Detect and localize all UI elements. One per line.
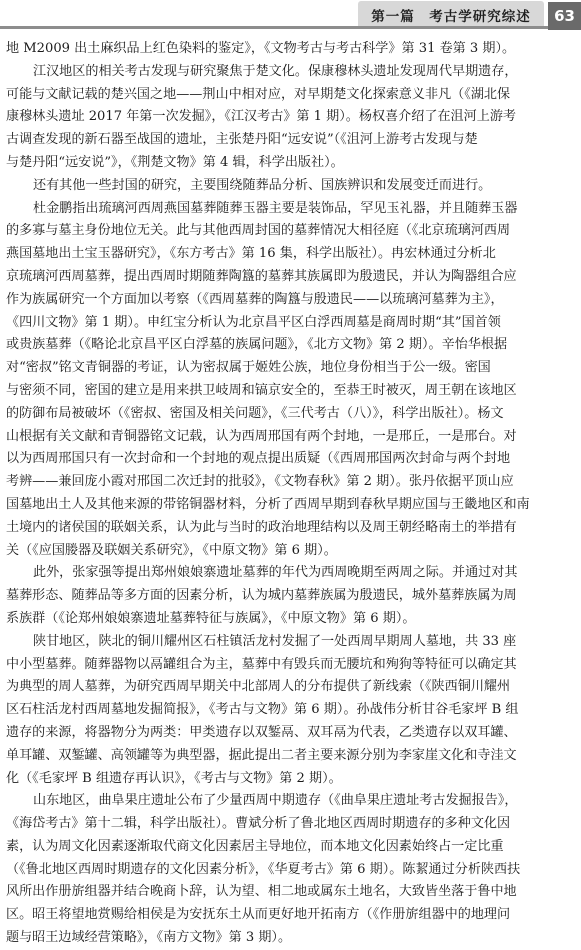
text-line: 对“密叔”铭文青铜器的考证，认为密叔属于姬姓公族，地位身份相当于公一级。密国 <box>6 360 491 376</box>
text-line: 或贵族墓葬（《略论北京昌平区白浮墓的族属问题》，《北方文物》第 2 期）。辛怡华根据 <box>6 337 508 353</box>
text-line: 为典型的周人墓葬，为研究西周早期关中北部周人的分布提供了新线索（《陕西铜川耀州 <box>6 679 511 695</box>
text-line: 陕甘地区，陕北的铜川耀州区石柱镇活龙村发掘了一处西周早期周人墓地，共 33 座 <box>33 633 517 649</box>
text-line: 区石柱活龙村西周墓地发掘简报》，《考古与文物》第 6 期）。孙战伟分析甘谷毛家坪 B 组 <box>6 702 519 718</box>
text-line: 国墓地出土人及其他来源的带铭铜器材料，分析了西周早期到春秋早期应国与王畿地区和南 <box>6 496 530 512</box>
text-line: 题与昭王边域经营策略》，《南方文物》第 3 期）。 <box>6 930 292 946</box>
text-line: 地 M2009 出土麻织品上红色染料的鉴定》，《文物考古与考古科学》第 31 卷第 3 期）。 <box>6 41 516 56</box>
text-line: 关（《应国媵器及联姻关系研究》，《中原文物》第 6 期）。 <box>6 542 337 558</box>
text-line: 土境内的诸侯国的联姻关系，认为此与当时的政治地理结构以及周王朝经略南土的举措有 <box>6 519 517 535</box>
page-number: 63 <box>548 2 581 30</box>
text-line: 风所出作册旂组器并结合晚商卜辞，认为望、相二地或属东土地名，大致皆坐落于鲁中地 <box>6 884 517 900</box>
text-line: 《海岱考古》第十二辑，科学出版社）。曹斌分析了鲁北地区西周时期遗存的多种文化因 <box>6 816 511 832</box>
text-line: 燕国墓地出土宝玉器研究》，《东方考古》第 16 集，科学出版社）。冉宏林通过分析北 <box>6 246 496 262</box>
text-line: 还有其他一些封国的研究，主要围绕随葬品分析、国族辨识和发展变迁而进行。 <box>33 177 492 193</box>
text-line: 可能与文献记载的楚兴国之地——荆山中相对应，对早期楚文化探索意义非凡（《湖北保 <box>6 86 511 102</box>
text-line: 化（《毛家坪 B 组遗存再认识》，《考古与文物》第 2 期）。 <box>6 770 342 786</box>
text-line: 与楚丹阳“远安说”》，《荆楚文物》第 4 辑，科学出版社）。 <box>6 154 344 170</box>
text-line: 与密须不同，密国的建立是用来拱卫岐周和镐京安全的，至恭王时被灭，周王朝在该地区 <box>6 382 517 398</box>
text-line: 区。昭王将望地赏赐给相侯是为安抚东土从而更好地开拓南方（《作册旂组器中的地理问 <box>6 907 511 923</box>
text-line: 山根据有关文献和青铜器铭文记载，认为西周邢国有两个封地，一是邢丘，一是邢台。对 <box>6 428 517 444</box>
text-line: 杜金鹏指出琉璃河西周燕国墓葬随葬玉器主要是装饰品，罕见玉礼器，并且随葬玉器 <box>33 200 518 216</box>
text-line: （《鲁北地区西周时期遗存的文化因素分析》，《华夏考古》第 6 期）。陈絜通过分析陕西扶 <box>6 861 521 877</box>
text-line: 《四川文物》第 1 期）。申红宝分析认为北京昌平区白浮西周墓是商周时期“其”国首领 <box>6 314 501 330</box>
text-line: 康穆林头遗址 2017 年第一次发掘》，《江汉考古》第 1 期）。杨权喜介绍了在沮河上游考 <box>6 109 517 125</box>
text-line: 墓葬形态、随葬品等多方面的因素分析，认为城内墓葬族属为殷遗民，城外墓葬族属为周 <box>6 588 517 604</box>
text-line: 考辨——兼回庞小霞对邢国二次迁封的批驳》，《文物春秋》第 2 期）。张丹依据平顶山应 <box>6 474 514 490</box>
text-line: 作为族属研究一个方面加以考察（《西周墓葬的陶簋与殷遗民——以琉璃河墓葬为主》， <box>6 291 504 307</box>
text-line: 京琉璃河西周墓葬，提出西周时期随葬陶簋的墓葬其族属即为殷遗民，并认为陶器组合应 <box>6 268 517 284</box>
text-line: 以为西周邢国只有一次封命和一个封地的观点提出质疑（《西周邢国两次封命与两个封地 <box>6 451 511 467</box>
text-line: 遗存的来源，将器物分为两类：甲类遗存以双錾鬲、双耳鬲为代表，乙类遗存以双耳罐、 <box>6 724 517 740</box>
header-rule <box>0 26 581 29</box>
text-line: 单耳罐、双錾罐、高领罐等为典型器，据此提出二者主要来源分别为李家崖文化和寺洼文 <box>6 747 517 763</box>
text-line: 系族群（《论郑州娘娘寨遗址墓葬特征与族属》，《中原文物》第 6 期）。 <box>6 610 416 626</box>
chapter-title: 第一篇 考古学研究综述 <box>371 9 531 25</box>
body-text <box>6 38 575 950</box>
text-line: 此外，张家强等提出郑州娘娘寨遗址墓葬的年代为西周晚期至两周之际。并通过对其 <box>33 565 518 581</box>
text-line: 的多寡与墓主身份地位无关。此与其他西周封国的墓葬情况大相径庭（《北京琉璃河西周 <box>6 223 511 239</box>
text-line: 江汉地区的相关考古发现与研究聚焦于楚文化。保康穆林头遗址发现周代早期遗存， <box>33 63 518 79</box>
text-line: 素，认为周文化因素逐渐取代商文化因素居主导地位，而本地文化因素始终占一定比重 <box>6 838 504 854</box>
text-line: 的防御布局被破坏（《密叔、密国及相关问题》，《三代考古（八）》，科学出版社）。杨文 <box>6 405 504 421</box>
text-line: 古调查发现的新石器至战国的遗址，主张楚丹阳“远安说”（《沮河上游考古发现与楚 <box>6 132 478 148</box>
text-line: 山东地区，曲阜果庄遗址公布了少量西周中期遗存（《曲阜果庄遗址考古发掘报告》， <box>33 793 518 809</box>
running-header <box>0 0 581 36</box>
text-line: 中小型墓葬。随葬器物以鬲罐组合为主，墓葬中有毁兵而无腰坑和殉狗等特征可以确定其 <box>6 656 517 672</box>
